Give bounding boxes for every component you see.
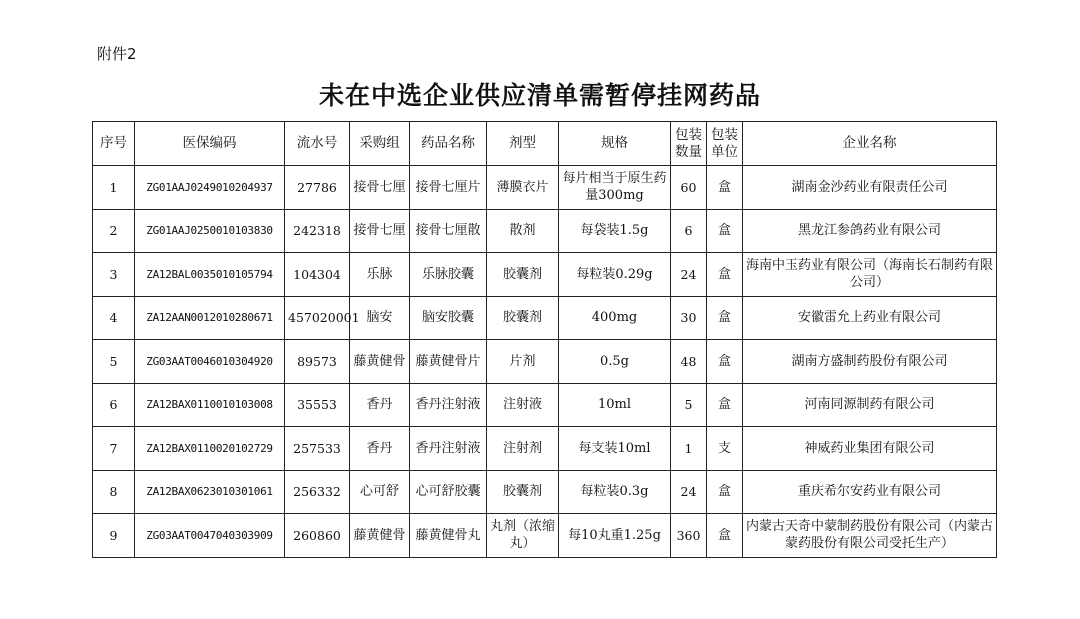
column-header: 企业名称 bbox=[743, 122, 997, 166]
column-header: 医保编码 bbox=[135, 122, 285, 166]
table-cell: 30 bbox=[671, 296, 707, 340]
table-cell: 注射液 bbox=[487, 383, 559, 427]
table-cell: 8 bbox=[93, 470, 135, 514]
table-cell: 薄膜衣片 bbox=[487, 166, 559, 210]
table-cell: 湖南方盛制药股份有限公司 bbox=[743, 340, 997, 384]
table-cell: 脑安胶囊 bbox=[410, 296, 487, 340]
table-cell: 香丹注射液 bbox=[410, 383, 487, 427]
table-cell: 接骨七厘散 bbox=[410, 209, 487, 253]
table-cell: 盒 bbox=[707, 340, 743, 384]
table-cell: 2 bbox=[93, 209, 135, 253]
table-cell: 脑安 bbox=[350, 296, 410, 340]
table-cell: 片剂 bbox=[487, 340, 559, 384]
table-cell: 藤黄健骨片 bbox=[410, 340, 487, 384]
table-cell: 60 bbox=[671, 166, 707, 210]
table-row bbox=[93, 514, 997, 558]
table-cell: 乐脉 bbox=[350, 253, 410, 297]
drug-table bbox=[92, 121, 997, 558]
table-row bbox=[93, 470, 997, 514]
table-cell: 香丹 bbox=[350, 383, 410, 427]
table-cell: 盒 bbox=[707, 514, 743, 558]
table-cell: 香丹注射液 bbox=[410, 427, 487, 471]
table-cell: 藤黄健骨 bbox=[350, 514, 410, 558]
column-header: 包装数量 bbox=[671, 122, 707, 166]
table-cell: 27786 bbox=[285, 166, 350, 210]
column-header: 药品名称 bbox=[410, 122, 487, 166]
table-cell: 安徽雷允上药业有限公司 bbox=[743, 296, 997, 340]
table-cell: 盒 bbox=[707, 253, 743, 297]
table-cell: 接骨七厘 bbox=[350, 209, 410, 253]
table-header-row bbox=[93, 122, 997, 166]
table-cell: 盒 bbox=[707, 209, 743, 253]
table-cell: 胶囊剂 bbox=[487, 296, 559, 340]
table-row bbox=[93, 296, 997, 340]
table-row bbox=[93, 209, 997, 253]
table-cell: 海南中玉药业有限公司（海南长石制药有限公司） bbox=[743, 253, 997, 297]
table-cell: ZA12BAX0110020102729 bbox=[135, 427, 285, 471]
table-cell: 242318 bbox=[285, 209, 350, 253]
table-cell: 0.5g bbox=[559, 340, 671, 384]
table-cell: 接骨七厘 bbox=[350, 166, 410, 210]
table-cell: 4 bbox=[93, 296, 135, 340]
table-cell: 胶囊剂 bbox=[487, 470, 559, 514]
table-cell: 360 bbox=[671, 514, 707, 558]
table-row bbox=[93, 427, 997, 471]
table-cell: 257533 bbox=[285, 427, 350, 471]
table-cell: 每粒装0.29g bbox=[559, 253, 671, 297]
table-row bbox=[93, 166, 997, 210]
table-cell: 湖南金沙药业有限责任公司 bbox=[743, 166, 997, 210]
table-cell: 104304 bbox=[285, 253, 350, 297]
table-cell: 盒 bbox=[707, 470, 743, 514]
table-cell: ZG03AAT0047040303909 bbox=[135, 514, 285, 558]
table-cell: 每10丸重1.25g bbox=[559, 514, 671, 558]
table-cell: 7 bbox=[93, 427, 135, 471]
table-cell: 内蒙古天奇中蒙制药股份有限公司（内蒙古蒙药股份有限公司受托生产） bbox=[743, 514, 997, 558]
table-cell: 5 bbox=[93, 340, 135, 384]
table-cell: 每支装10ml bbox=[559, 427, 671, 471]
table-cell: ZG01AAJ0250010103830 bbox=[135, 209, 285, 253]
table-cell: 丸剂（浓缩丸） bbox=[487, 514, 559, 558]
table-cell: 6 bbox=[671, 209, 707, 253]
table-cell: 10ml bbox=[559, 383, 671, 427]
table-row bbox=[93, 383, 997, 427]
table-cell: ZA12BAL0035010105794 bbox=[135, 253, 285, 297]
table-cell: 心可舒胶囊 bbox=[410, 470, 487, 514]
table-cell: 散剂 bbox=[487, 209, 559, 253]
column-header: 包装单位 bbox=[707, 122, 743, 166]
table-cell: ZA12BAX0623010301061 bbox=[135, 470, 285, 514]
table-cell: 河南同源制药有限公司 bbox=[743, 383, 997, 427]
table-cell: 盒 bbox=[707, 296, 743, 340]
table-cell: 89573 bbox=[285, 340, 350, 384]
table-cell: 重庆希尔安药业有限公司 bbox=[743, 470, 997, 514]
table-cell: 256332 bbox=[285, 470, 350, 514]
table-cell: 支 bbox=[707, 427, 743, 471]
table-row bbox=[93, 340, 997, 384]
table-cell: 6 bbox=[93, 383, 135, 427]
table-cell: 35553 bbox=[285, 383, 350, 427]
table-cell: ZG01AAJ0249010204937 bbox=[135, 166, 285, 210]
table-cell: 457020001 bbox=[285, 296, 350, 340]
column-header: 剂型 bbox=[487, 122, 559, 166]
table-cell: 3 bbox=[93, 253, 135, 297]
table-cell: 黑龙江参鸽药业有限公司 bbox=[743, 209, 997, 253]
table-cell: 接骨七厘片 bbox=[410, 166, 487, 210]
table-cell: ZA12AAN0012010280671 bbox=[135, 296, 285, 340]
table-cell: 胶囊剂 bbox=[487, 253, 559, 297]
table-cell: 注射剂 bbox=[487, 427, 559, 471]
table-cell: 48 bbox=[671, 340, 707, 384]
table-cell: 乐脉胶囊 bbox=[410, 253, 487, 297]
attachment-label: 附件2 bbox=[97, 45, 137, 63]
table-cell: 神威药业集团有限公司 bbox=[743, 427, 997, 471]
table-cell: 1 bbox=[93, 166, 135, 210]
table-cell: 每袋装1.5g bbox=[559, 209, 671, 253]
table-cell: 24 bbox=[671, 253, 707, 297]
table-cell: 香丹 bbox=[350, 427, 410, 471]
table-cell: 每片相当于原生药量300mg bbox=[559, 166, 671, 210]
table-row bbox=[93, 253, 997, 297]
table-cell: 心可舒 bbox=[350, 470, 410, 514]
column-header: 流水号 bbox=[285, 122, 350, 166]
table-cell: 盒 bbox=[707, 166, 743, 210]
table-cell: 260860 bbox=[285, 514, 350, 558]
column-header: 序号 bbox=[93, 122, 135, 166]
table-cell: 5 bbox=[671, 383, 707, 427]
table-cell: 盒 bbox=[707, 383, 743, 427]
column-header: 采购组 bbox=[350, 122, 410, 166]
table-cell: 9 bbox=[93, 514, 135, 558]
table-cell: ZA12BAX0110010103008 bbox=[135, 383, 285, 427]
table-cell: 藤黄健骨丸 bbox=[410, 514, 487, 558]
table-cell: 1 bbox=[671, 427, 707, 471]
document-title: 未在中选企业供应清单需暂停挂网药品 bbox=[318, 81, 761, 110]
table-cell: 藤黄健骨 bbox=[350, 340, 410, 384]
table-cell: 24 bbox=[671, 470, 707, 514]
table-cell: ZG03AAT0046010304920 bbox=[135, 340, 285, 384]
table-cell: 每粒装0.3g bbox=[559, 470, 671, 514]
column-header: 规格 bbox=[559, 122, 671, 166]
table-cell: 400mg bbox=[559, 296, 671, 340]
